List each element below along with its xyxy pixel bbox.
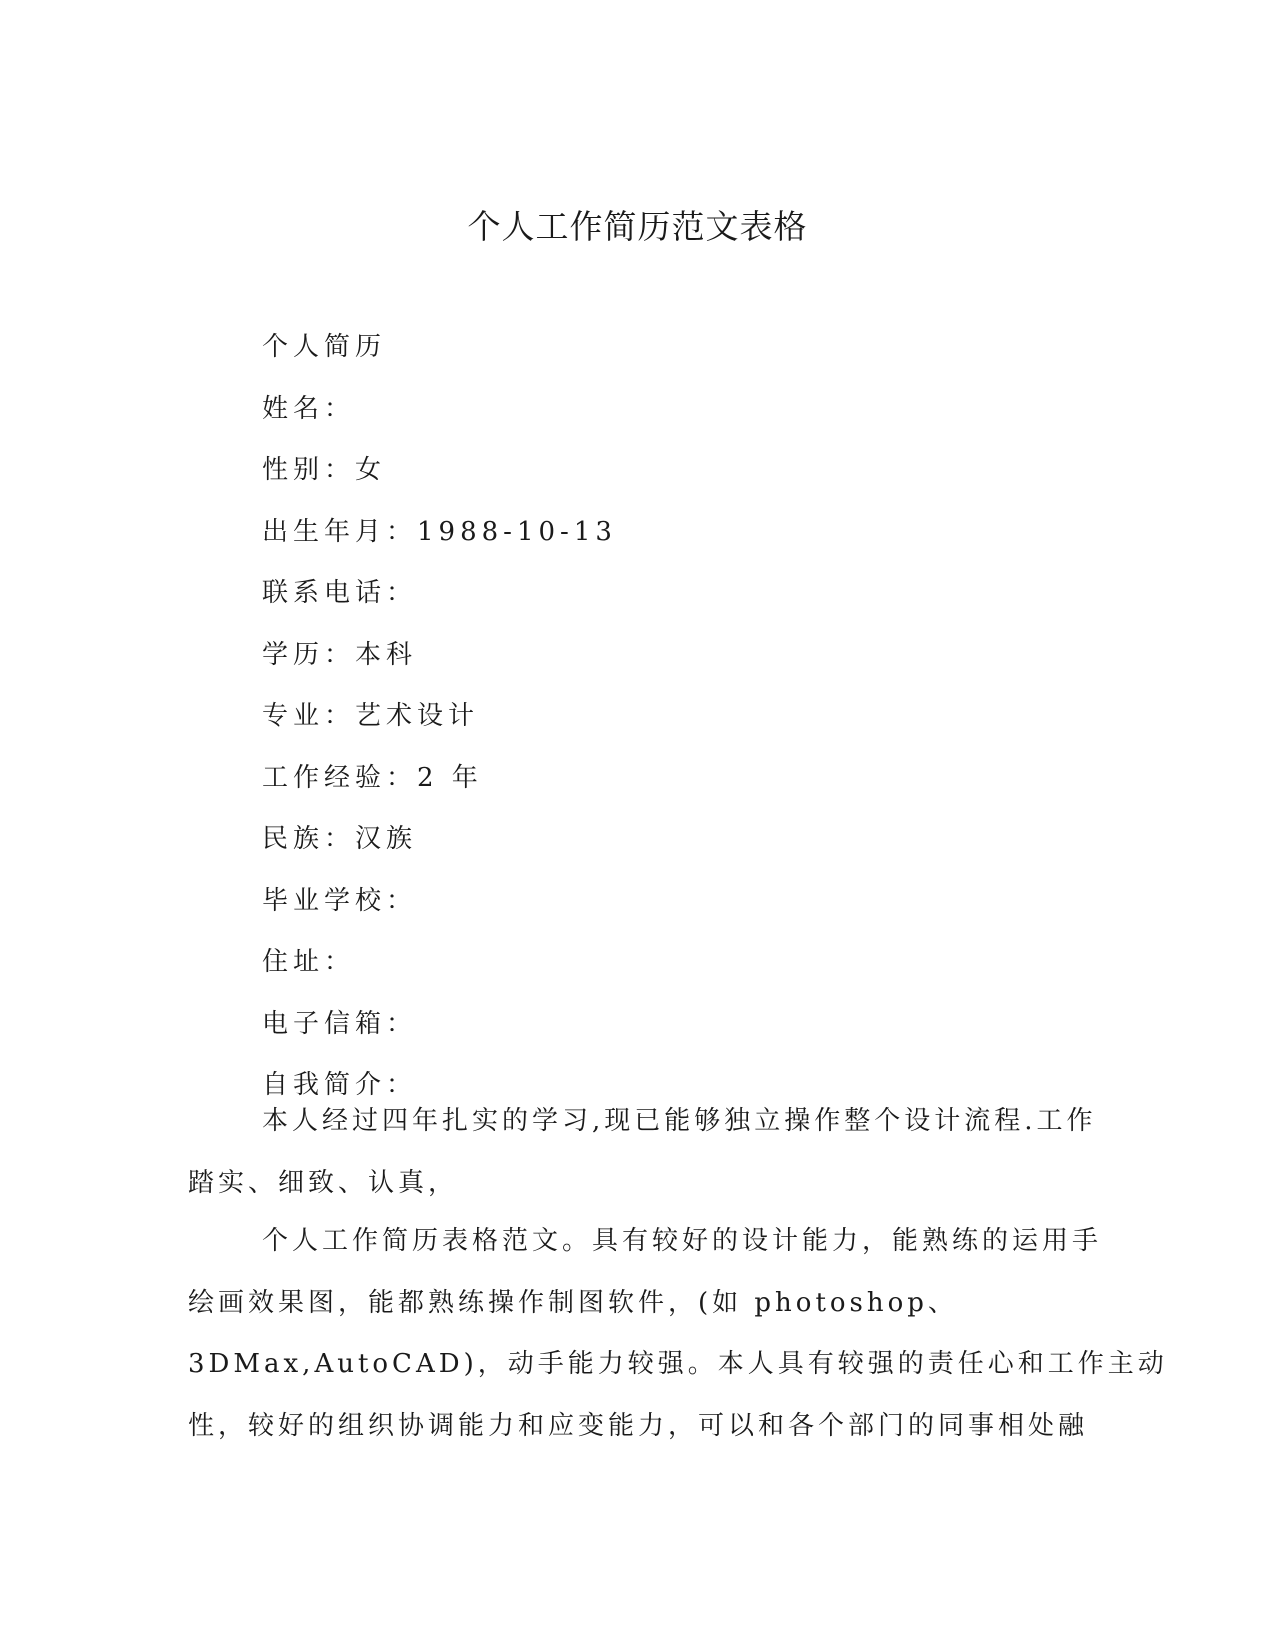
- field-experience: 工作经验：2 年: [262, 762, 483, 793]
- field-major: 专业：艺术设计: [262, 701, 480, 731]
- field-school: 毕业学校：: [262, 885, 418, 916]
- field-name: 姓名：: [262, 393, 356, 424]
- field-address: 住址：: [262, 947, 356, 977]
- paragraph-line: 3DMax,AutoCAD)，动手能力较强。本人具有较强的责任心和工作主动: [188, 1349, 1168, 1379]
- field-phone: 联系电话：: [262, 578, 418, 608]
- paragraph-skills: [188, 1211, 1168, 1457]
- document-title: 个人工作简历范文表格: [467, 207, 808, 246]
- paragraph-line: 个人工作简历表格范文。具有较好的设计能力，能熟练的运用手: [262, 1226, 1103, 1256]
- field-ethnicity: 民族：汉族: [262, 824, 418, 854]
- resume-fields: [262, 327, 1082, 1127]
- field-self-intro: 自我简介：: [262, 1070, 418, 1100]
- paragraph-study: [188, 1091, 1097, 1214]
- field-birthdate: 出生年月：1988-10-13: [262, 516, 617, 547]
- paragraph-line: 踏实、细致、认真，: [188, 1167, 459, 1198]
- paragraph-line: 绘画效果图，能都熟练操作制图软件，(如 photoshop、: [188, 1287, 958, 1318]
- paragraph-line: 本人经过四年扎实的学习,现已能够独立操作整个设计流程.工作: [262, 1106, 1097, 1136]
- field-gender: 性别：女: [262, 455, 387, 485]
- field-education: 学历：本科: [262, 639, 418, 670]
- paragraph-line: 性，较好的组织协调能力和应变能力，可以和各个部门的同事相处融: [188, 1410, 1089, 1441]
- field-resume-heading: 个人简历: [262, 332, 387, 362]
- field-email: 电子信箱：: [262, 1008, 418, 1039]
